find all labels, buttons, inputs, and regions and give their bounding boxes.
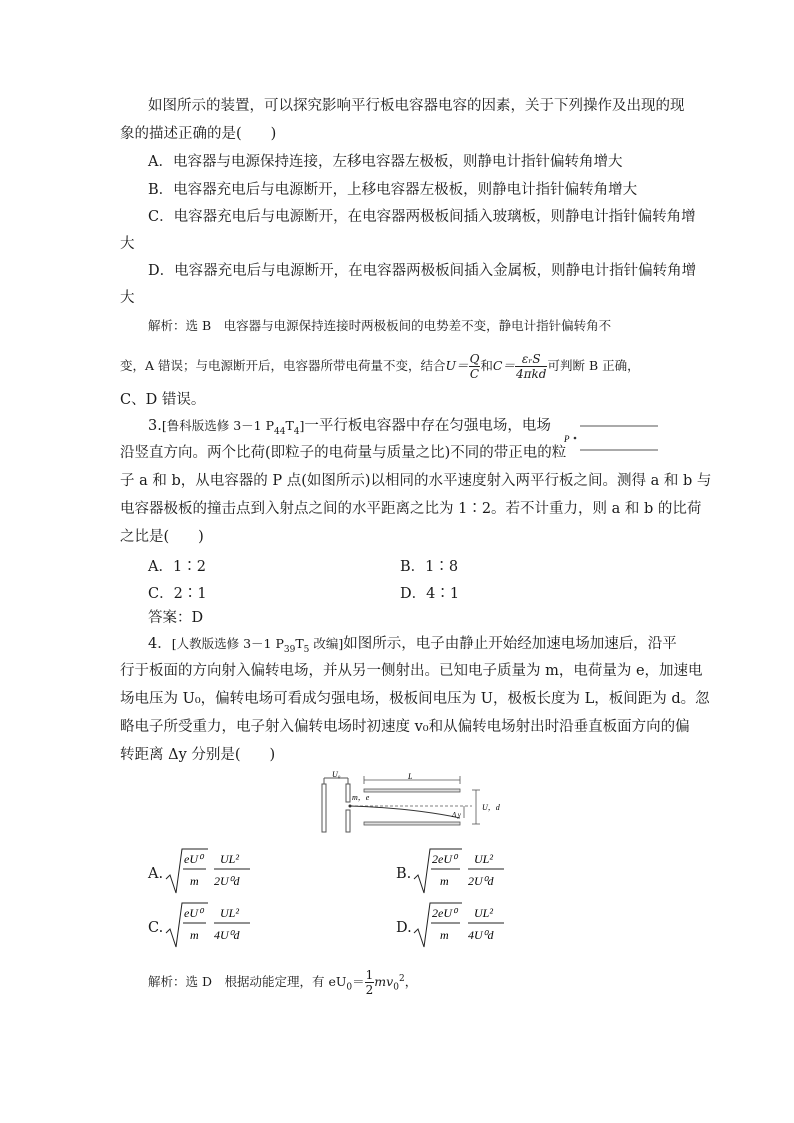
- root-numerator: 2eU⁰: [432, 906, 457, 920]
- q3-answer: 答案：D: [148, 610, 204, 626]
- question-text-line: 象的描述正确的是( ): [120, 126, 277, 142]
- fraction-denominator: C: [469, 367, 480, 381]
- question-number: 4．: [148, 636, 172, 652]
- fraction-denominator: 4U⁰d: [214, 928, 240, 942]
- analysis-text: 可判断 B 正确，: [547, 358, 640, 373]
- accelerating-plate-right-bottom: [346, 810, 350, 832]
- source-sub: 44: [273, 426, 286, 437]
- analysis-line: 解析：选 B 电容器与电源保持连接时两极板间的电势差不变，静电计指针偏转角不: [148, 318, 612, 333]
- fraction-numerator: UL²: [474, 906, 493, 920]
- formula-c: C＝: [492, 358, 515, 373]
- root-numerator: eU⁰: [184, 906, 203, 920]
- root-numerator: eU⁰: [184, 852, 203, 866]
- question-text: 一平行板电容器中存在匀强电场，电场: [304, 418, 551, 434]
- option-c-cont: 大: [120, 236, 135, 252]
- accelerating-plate-right-top: [346, 784, 350, 802]
- fraction-capacitance: [515, 352, 547, 381]
- fraction-denominator: 2U⁰d: [214, 874, 240, 888]
- source-tag: T: [295, 636, 304, 651]
- root-denominator: m: [440, 874, 449, 888]
- source-tag: 改编]: [309, 636, 344, 651]
- question-text-line: 如图所示的装置，可以探究影响平行板电容器电容的因素，关于下列操作及出现的现: [148, 98, 685, 114]
- analysis-text: ＝: [352, 974, 365, 989]
- point-p-dot: [574, 437, 577, 440]
- question-text-line: 电容器极板的撞击点到入射点之间的水平距离之比为 1∶2。若不计重力，则 a 和 b 的比荷: [120, 501, 702, 517]
- superscript: 2: [398, 973, 405, 984]
- fraction-denominator: 2: [365, 983, 374, 997]
- q3-option-b: B．1∶8: [400, 559, 459, 575]
- fraction-denominator: 4U⁰d: [468, 928, 494, 942]
- question-4-header: [148, 634, 677, 660]
- q3-option-a: A．1∶2: [148, 559, 206, 575]
- q4-analysis: [148, 968, 417, 998]
- analysis-text: 和: [480, 358, 493, 373]
- option-a: A．电容器与电源保持连接，左移电容器左极板，则静电计指针偏转角增大: [148, 154, 623, 170]
- mass-charge-label: m，e: [352, 793, 370, 802]
- source-sub: 4: [293, 426, 300, 437]
- question-text-line: 沿竖直方向。两个比荷(即粒子的电荷量与质量之比)不同的带正电的粒: [120, 445, 567, 461]
- deflection-apparatus-figure: [312, 770, 512, 840]
- q4-option-b-letter: B.: [396, 866, 412, 882]
- fraction-denominator: 4πkd: [516, 367, 547, 381]
- option-d-cont: 大: [120, 290, 135, 306]
- question-text-line: 子 a 和 b，从电容器的 P 点(如图所示)以相同的水平速度射入两平行板之间。测得 a 和 b 与: [120, 473, 712, 489]
- q3-option-d: D．4∶1: [400, 586, 460, 602]
- analysis-text: mv: [374, 974, 394, 989]
- fraction-numerator: UL²: [220, 906, 239, 920]
- question-text-line: 行于板面的方向射入偏转电场，并从另一侧射出。已知电子质量为 m，电荷量为 e，加速电: [120, 663, 703, 679]
- formula-u: U＝: [445, 358, 469, 373]
- question-text-line: 场电压为 U₀，偏转电场可看成匀强电场，极板间电压为 U，极板长度为 L，板间距为 d。忽: [120, 691, 710, 707]
- q4-option-a-letter: A.: [148, 866, 164, 882]
- analysis-text: ，: [404, 974, 418, 989]
- u0-label: U₀: [332, 770, 341, 779]
- electron-dot: [349, 805, 352, 808]
- option-d: D．电容器充电后与电源断开，在电容器两极板间插入金属板，则静电计指针偏转角增: [148, 263, 697, 279]
- root-numerator: 2eU⁰: [432, 852, 457, 866]
- question-text-line: 略电子所受重力，电子射入偏转电场时初速度 v₀和从偏转电场射出时沿垂直板面方向的偏: [120, 719, 690, 735]
- q4-option-d-letter: D.: [396, 920, 412, 936]
- question-number: 3.: [148, 418, 162, 434]
- question-text-line: 之比是( ): [120, 529, 204, 545]
- fraction-half: [365, 968, 375, 997]
- fraction-numerator: UL²: [220, 852, 239, 866]
- question-3-header: [148, 416, 551, 442]
- voltage-gap-label: U，d: [482, 803, 500, 812]
- fraction-numerator: Q: [469, 352, 480, 366]
- source-tag: [人教版选修 3－1 P: [171, 636, 284, 651]
- fraction-numerator: 1: [365, 968, 374, 982]
- q4-option-b-formula: [412, 845, 512, 897]
- q4-option-d-formula: [412, 899, 512, 951]
- option-b: B．电容器充电后与电源断开，上移电容器左极板，则静电计指针偏转角增大: [148, 182, 638, 198]
- deflection-plate-top: [364, 789, 460, 792]
- fraction-denominator: 2U⁰d: [468, 874, 494, 888]
- source-sub: 39: [283, 644, 296, 655]
- q4-option-a-formula: [164, 845, 264, 897]
- source-tag: T: [285, 418, 294, 433]
- subscript: 0: [393, 982, 399, 993]
- point-p-label: P: [564, 434, 570, 444]
- source-tag: ]: [299, 418, 305, 433]
- deflection-plate-bottom: [364, 822, 460, 825]
- option-c: C．电容器充电后与电源断开，在电容器两极板间插入玻璃板，则静电计指针偏转角增: [148, 209, 696, 225]
- root-denominator: m: [190, 928, 199, 942]
- fraction-numerator: εᵣS: [515, 352, 547, 367]
- capacitor-plates-figure: [560, 416, 665, 456]
- fraction-q-c: [469, 352, 481, 381]
- analysis-line: C、D 错误。: [120, 392, 206, 408]
- root-denominator: m: [440, 928, 449, 942]
- question-text-line: 转距离 Δy 分别是( ): [120, 747, 276, 763]
- question-text: 如图所示，电子由静止开始经加速电场加速后，沿平: [343, 636, 677, 652]
- electron-trajectory: [350, 806, 460, 818]
- fraction-numerator: UL²: [474, 852, 493, 866]
- source-sub: 5: [303, 644, 310, 655]
- analysis-text: 解析：选 D 根据动能定理，有 eU: [148, 974, 347, 989]
- q3-option-c: C．2∶1: [148, 586, 207, 602]
- subscript: 0: [346, 982, 353, 993]
- source-tag: [鲁科版选修 3－1 P: [161, 418, 274, 433]
- analysis-line: [120, 352, 640, 381]
- q4-option-c-letter: C.: [148, 920, 164, 936]
- deflection-label: Δ y: [452, 811, 461, 819]
- accelerating-plate-left: [322, 784, 326, 832]
- length-label: L: [408, 772, 413, 781]
- root-denominator: m: [190, 874, 199, 888]
- q4-option-c-formula: [164, 899, 264, 951]
- analysis-text: 变，A 错误；与电源断开后，电容器所带电荷量不变，结合: [120, 358, 446, 373]
